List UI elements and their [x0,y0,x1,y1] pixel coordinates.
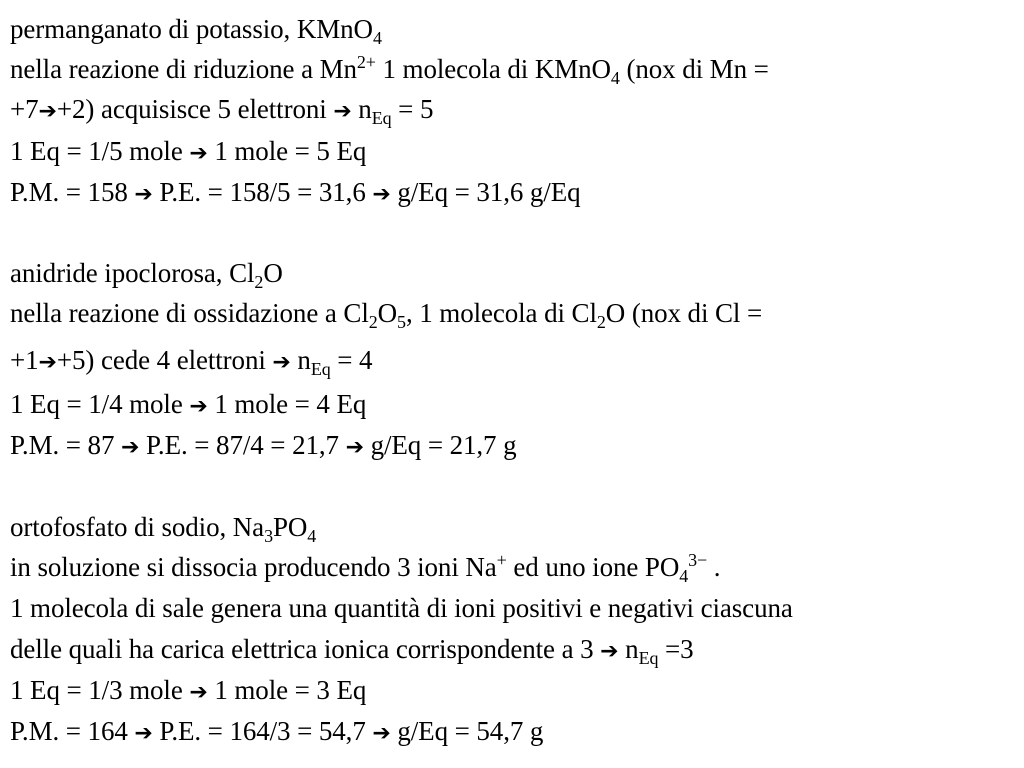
arrow-icon: ➔ [333,99,352,124]
subscript: Eq [371,108,392,128]
text: +2) acquisisce 5 elettroni [56,94,334,124]
cl2o-reaction-line [10,298,763,332]
kmno4-electrons-line [10,94,433,127]
na3po4-eq-line [10,675,366,708]
arrow-icon: ➔ [38,99,57,124]
subscript: 2 [596,312,606,332]
text: P.M. = 158 [10,177,135,207]
text: +1 [10,345,39,375]
text: . [707,552,721,582]
subscript: 4 [610,68,620,88]
na3po4-title [10,512,317,546]
text: g/Eq = 21,7 g [363,430,517,460]
subscript: 4 [372,28,382,48]
na3po4-charge-line [10,634,694,667]
arrow-icon: ➔ [121,435,140,460]
text: 1 molecola di KMnO [375,54,611,84]
text: n [618,634,639,664]
text: +7 [10,94,39,124]
text: g/Eq = 31,6 g/Eq [390,177,581,207]
text: PO [272,512,308,542]
arrow-icon: ➔ [189,680,208,705]
subscript: 5 [397,312,406,332]
text: P.M. = 164 [10,716,135,746]
arrow-icon: ➔ [134,182,153,207]
arrow-icon: ➔ [372,182,391,207]
arrow-icon: ➔ [189,141,208,166]
text: 1 Eq = 1/5 mole [10,136,190,166]
text: n [351,94,372,124]
superscript: 3− [688,550,708,570]
text: 1 mole = 5 Eq [207,136,367,166]
subscript: 3 [264,526,273,546]
na3po4-ions-line [10,593,793,623]
subscript: 2 [254,272,264,292]
text: in soluzione si dissocia producendo 3 ioni Na [10,552,497,582]
cl2o-eq-line [10,389,366,422]
text: ed uno ione PO [506,552,680,582]
superscript: 2+ [356,52,376,72]
kmno4-reaction-line [10,52,769,88]
arrow-icon: ➔ [600,639,619,664]
text: P.E. = 87/4 = 21,7 [139,430,346,460]
kmno4-title [10,14,382,48]
cl2o-electrons-line [10,345,372,378]
text: +5) cede 4 elettroni [56,345,273,375]
text: (nox di Mn = [619,54,769,84]
text: P.E. = 158/5 = 31,6 [152,177,373,207]
subscript: 4 [679,566,689,586]
arrow-icon: ➔ [272,350,291,375]
text: O [377,298,398,328]
text: O [263,258,283,288]
subscript: Eq [638,648,659,668]
text: 1 Eq = 1/3 mole [10,675,190,705]
arrow-icon: ➔ [345,435,364,460]
text: O (nox di Cl = [605,298,763,328]
arrow-icon: ➔ [134,721,153,746]
text: permanganato di potassio, KMnO [10,14,373,44]
text: 1 mole = 4 Eq [207,389,367,419]
cl2o-title [10,258,283,292]
text: 1 molecola di sale genera una quantità di ioni positivi e negativi ciascuna [10,593,793,623]
text: P.M. = 87 [10,430,122,460]
cl2o-pm-line [10,430,517,463]
subscript: Eq [310,359,331,379]
text: ortofosfato di sodio, Na [10,512,265,542]
text: =3 [658,634,694,664]
text: 1 mole = 3 Eq [207,675,367,705]
kmno4-pm-line [10,177,581,210]
text: = 4 [330,345,373,375]
text: = 5 [391,94,434,124]
text: nella reazione di riduzione a Mn [10,54,357,84]
text: anidride ipoclorosa, Cl [10,258,255,288]
arrow-icon: ➔ [38,350,57,375]
subscript: 2 [368,312,378,332]
text: n [290,345,311,375]
superscript: + [496,550,507,570]
text: g/Eq = 54,7 g [390,716,544,746]
arrow-icon: ➔ [189,394,208,419]
na3po4-pm-line [10,716,543,749]
kmno4-eq-line [10,136,366,169]
text: P.E. = 164/3 = 54,7 [152,716,373,746]
text: , 1 molecola di Cl [405,298,597,328]
na3po4-dissociation-line [10,550,721,586]
arrow-icon: ➔ [372,721,391,746]
subscript: 4 [307,526,317,546]
text: nella reazione di ossidazione a Cl [10,298,369,328]
text: delle quali ha carica elettrica ionica corrispondente a 3 [10,634,601,664]
text: 1 Eq = 1/4 mole [10,389,190,419]
